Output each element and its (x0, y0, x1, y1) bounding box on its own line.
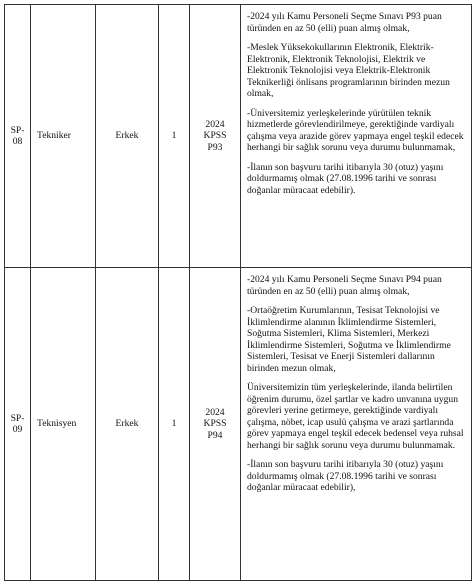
position-code-prefix: SP- (10, 412, 25, 424)
exam-score-type: P93 (207, 141, 223, 153)
position-code-prefix: SP- (10, 124, 25, 136)
gender-cell (96, 268, 159, 581)
position-code-cell (5, 268, 31, 581)
gender-value: Erkek (115, 418, 139, 430)
position-code-cell (5, 5, 31, 268)
position-title: Teknisyen (37, 418, 77, 430)
requirement-item: -2024 yılı Kamu Personeli Seçme Sınavı P94 puan türünden en az 50 (elli) puan almış olmak, (247, 274, 442, 297)
gender-cell (96, 5, 159, 268)
position-title-cell (31, 268, 96, 581)
position-title-cell (31, 5, 96, 268)
requirements-cell (241, 5, 472, 268)
count-value: 1 (171, 130, 177, 142)
exam-year: 2024 (205, 118, 225, 130)
requirement-item: -Meslek Yüksekokullarının Elektronik, Elektrik-Elektronik, Elektronik Teknolojisi, Elektrik ve Elektronik Teknolojisi veya Elektrik-Elektronik Teknikerliği önlisans programlarının birinden mezun olmak, (247, 42, 450, 99)
position-title: Tekniker (37, 130, 71, 142)
requirement-item: -İlanın son başvuru tarihi itibarıyla 30 (otuz) yaşını doldurmamış olmak (27.08.1996 tarihi ve sonrası doğanlar müracaat edebilir), (247, 459, 444, 493)
exam-year: 2024 (205, 406, 225, 418)
count-value: 1 (171, 418, 177, 430)
exam-score-type: P94 (207, 429, 223, 441)
position-code-number: 08 (12, 136, 23, 147)
requirement-item: Üniversitemizin tüm yerleşkelerinde, ilanda belirtilen öğrenim durumu, özel şartlar ve kadro unvanına uygun görevleri yerine getirmeye, gerektiğinde vardiyalı çalışma, nöbet, icap usulü çalışma ve arazi şartlarında görev yapmaya engel teşkil edecek bedensel veya ruhsal herhangi bir sağlık sorunu veya durumu bulunmamak. (247, 382, 464, 451)
position-code-number: 09 (12, 424, 23, 435)
exam-cell (190, 268, 241, 581)
positions-table (4, 4, 472, 581)
table-row (5, 5, 472, 268)
requirements-cell (241, 268, 472, 581)
requirement-item: -Ortaöğretim Kurumlarının, Tesisat Teknolojisi ve İklimlendirme alanının İklimlendirme Sistemleri, Soğutma Sistemleri, Klima Sistemleri, Merkezi İklimlendirme Sistemleri, Soğutma ve İklimlendirme Sistemleri, Tesisat ve Enerji Sistemleri dallarının birinden mezun olmak, (247, 305, 451, 374)
table-row (5, 268, 472, 581)
exam-name: KPSS (203, 418, 227, 430)
requirement-item: -İlanın son başvuru tarihi itibarıyla 30 (otuz) yaşını doldurmamış olmak (27.08.1996 tarihi ve sonrası doğanlar müracaat edebilir). (247, 161, 444, 196)
gender-value: Erkek (115, 130, 139, 142)
requirement-item: -2024 yılı Kamu Personeli Seçme Sınavı P93 puan türünden en az 50 (elli) puan almış olmak, (247, 11, 442, 34)
count-cell (159, 268, 190, 581)
exam-cell (190, 5, 241, 268)
count-cell (159, 5, 190, 268)
requirement-item: -Üniversitemiz yerleşkelerinde yürütülen teknik hizmetlerde görevlendirilmeye, gerektiğinde vardiyalı çalışma veya arazide görev yapmaya engel teşkil edecek herhangi bir sağlık sorunu veya durumu bulunmamak, (247, 107, 464, 153)
exam-name: KPSS (203, 130, 227, 142)
